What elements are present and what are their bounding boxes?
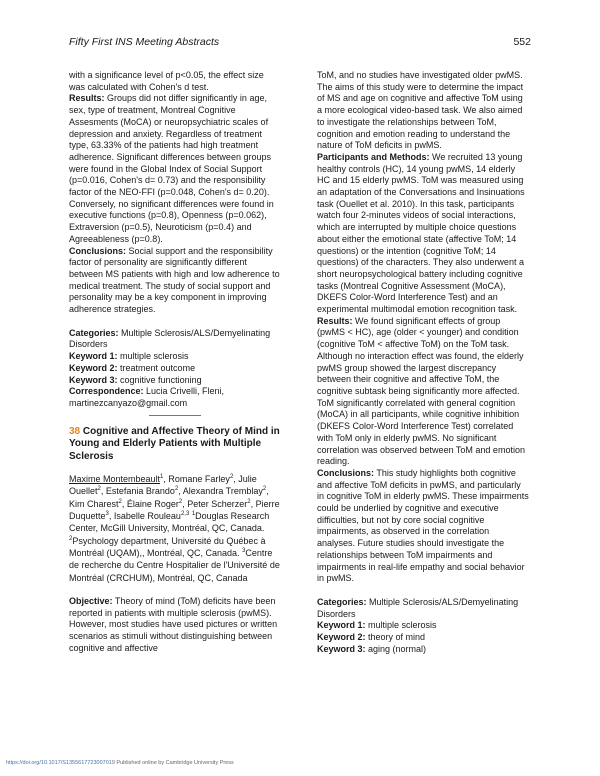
keyword-2: Keyword 2: theory of mind (317, 632, 426, 643)
page-footer (6, 760, 234, 766)
article-number: 38 (69, 425, 81, 437)
objective-paragraph: Objective: Theory of mind (ToM) deficits have been reported in patients with multiple sclerosis (pwMS). However, most studies have used pictures or written scenarios as stimuli without distinguishing between cognitive and affective (69, 595, 278, 653)
methods-paragraph: Participants and Methods: We recruited 13 young healthy controls (HC), 14 young pwMS, 14 elderly HC and 15 elderly pwMS. ToM was measured using an adaptation of the Conversations and Insinuations task (Ouellet et al. 2010). In this task, participants watch four 2-minutes videos of social interactions, which are interrupted by multiple choice questions about either the emotional state (affective ToM; 14 questions) or the intention (cognitive ToM; 14 questions) of the characters. They also underwent a short neuropsychological battery including cognitive tasks (Montreal Cognitive Assessment (MoCA), DKEFS Color-Word Interference Test) and an experimental multimodal emotion recognition task. (317, 151, 525, 315)
objective-continued: ToM, and no studies have investigated older pwMS. The aims of this study were to determine the impact of MS and age on cognitive and affective ToM using a more ecological video-based task. We also aimed to investigate the relationships between ToM, cognition and emotion reading to understand the nature of ToM deficits in pwMS. (317, 70, 524, 151)
page-number: 552 (513, 36, 531, 48)
left-column (69, 70, 281, 654)
keyword-3: Keyword 3: cognitive functioning (69, 374, 202, 385)
article-title: 38 Cognitive and Affective Theory of Mind in Young and Elderly Patients with Multiple Sclerosis (69, 425, 280, 462)
methods-tail: with a significance level of p<0.05, the effect size was calculated with Cohen's d test. (69, 70, 264, 92)
results-paragraph: Results: Groups did not differ significantly in age, sex, type of treatment, Montreal Cognitive Assesments (MoCA) or neuropsychiatric scales of depression and anxiety. Regardless of treatment type, 63.33% of the patients had high treatment adherence. Significant differences between groups were found in the Global Index of Social Support (p=0.016, Cohen's d= 0.73) and the responsibility factor of the NEO-FFI (p=0.048, Cohen's d= 0.20). Conversely, no significant differences were found in executive functions (p=0.8), Openness (p=0.062), Extraversion (p=0.5), Neuroticism (p=0.4) and Agreeableness (p=0.8). (69, 93, 274, 244)
author-list: Maxime Montembeault$^1$, Romane Farley$^2$, Julie Ouellet$^2$, Estefania Brando$^2$, Alexandra Tremblay$^2$, Kim Charest$^2$, Élaine Roger$^2$, Peter Scherzer$^2$, Pierre Duquette$^3$, Isabelle Rouleau$^{2,3}$ $^1$Douglas Research Center, McGill University, Montréal, QC, Canada. $^2$Psychology department, Université du Québec à Montréal (UQAM),, Montréal, QC, Canada. $^3$Centre de recherche du Centre Hospitalier de l'Université de Montréal (CRCHUM), Montréal, QC, Canada (69, 474, 280, 583)
categories-line: Categories: Multiple Sclerosis/ALS/Demyelinating Disorders (69, 327, 271, 350)
section-divider (149, 415, 201, 416)
correspondence: Correspondence: Lucia Crivelli, Fleni, martinezcanyazo@gmail.com (69, 386, 225, 408)
results-paragraph: Results: We found significant effects of group (pwMS < HC), age (older < younger) and condition (cognitive ToM < affective ToM) on the ToM task. Although no interaction effect was found, the elderly pwMS group showed the largest discrepancy between their cognitive and affective ToM, the cognitive subtask being significantly more affected. ToM significantly correlated with general cognition (MoCA) in all participants, while cognitive inhibition (DKEFS Color-Word Interference Test) correlated with ToM only in elderly pwMS. No significant correlation was observed between ToM and emotion reading. (317, 315, 525, 467)
publisher-note: Published online by Cambridge University Press (114, 760, 234, 766)
keyword-1: Keyword 1: multiple sclerosis (69, 351, 189, 362)
keyword-3: Keyword 3: aging (normal) (317, 643, 427, 654)
journal-title: Fifty First INS Meeting Abstracts (69, 36, 220, 48)
keyword-1: Keyword 1: multiple sclerosis (317, 620, 437, 631)
right-column (317, 70, 529, 655)
conclusions-paragraph: Conclusions: Social support and the responsibility factor of personality are significantly different between MS patients with high and low adherence to medical treatment. The study of social support and personality may be a key component in improving adherence strategies. (69, 245, 280, 315)
categories-line: Categories: Multiple Sclerosis/ALS/Demyelinating Disorders (317, 596, 519, 619)
page-header (69, 36, 531, 50)
keyword-2: Keyword 2: treatment outcome (69, 362, 196, 373)
conclusions-paragraph: Conclusions: This study highlights both cognitive and affective ToM deficits in pwMS, and particularly in cognitive ToM in elderly pwMS. These impairments could be underlied by cognitive and executive difficulties, but not by core social cognitive impairments, as observed in the correlation analyses. Future studies should investigate the relationships between ToM impairments and impairments in real-life empathy and social behavior in pwMS. (317, 467, 529, 584)
doi-link[interactable]: https://doi.org/10.1017/S1355617723007019 (6, 760, 115, 766)
